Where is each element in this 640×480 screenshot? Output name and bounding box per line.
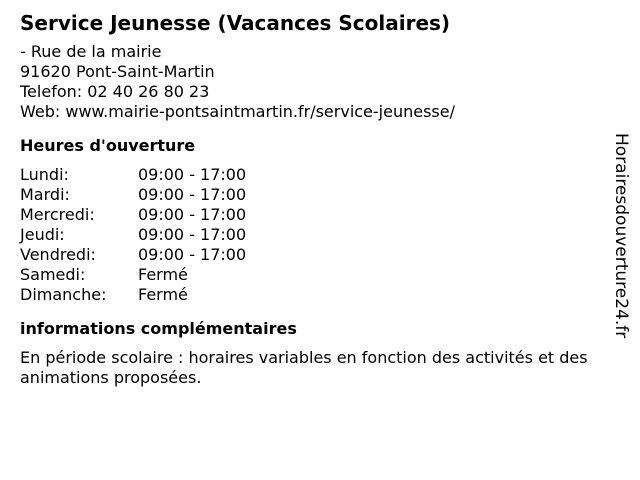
phone-number: Telefon: 02 40 26 80 23 [20,82,210,101]
address-city: 91620 Pont-Saint-Martin [20,62,215,81]
hours-heading: Heures d'ouverture [20,136,196,155]
hours-row-tuesday [20,185,246,205]
hours-row-thursday [20,225,246,245]
day-hours: Fermé [138,265,188,284]
hours-row-monday [20,165,246,185]
day-hours: 09:00 - 17:00 [138,225,247,244]
hours-table [20,165,246,305]
info-heading: informations complémentaires [20,319,297,338]
day-label: Vendredi: [20,245,96,264]
page-content [20,10,610,388]
day-label: Mercredi: [20,205,95,224]
day-label: Mardi: [20,185,70,204]
day-hours: 09:00 - 17:00 [138,165,247,184]
hours-row-saturday [20,265,246,285]
day-hours: Fermé [138,285,188,304]
day-label: Jeudi: [20,225,65,244]
day-hours: 09:00 - 17:00 [138,205,247,224]
hours-row-wednesday [20,205,246,225]
day-hours: 09:00 - 17:00 [138,185,247,204]
site-watermark: Horairesdouverture24.fr [611,133,631,339]
day-label: Samedi: [20,265,86,284]
hours-row-sunday [20,285,246,305]
day-label: Dimanche: [20,285,107,304]
page-title: Service Jeunesse (Vacances Scolaires) [20,11,451,35]
day-label: Lundi: [20,165,69,184]
day-hours: 09:00 - 17:00 [138,245,247,264]
hours-section [20,165,610,305]
info-text: En période scolaire : horaires variables en fonction des activités et des animations proposées. [20,348,588,387]
address-street: - Rue de la mairie [20,42,162,61]
hours-row-friday [20,245,246,265]
address-block [20,42,610,122]
website-link[interactable]: Web: www.mairie-pontsaintmartin.fr/service-jeunesse/ [20,102,455,121]
